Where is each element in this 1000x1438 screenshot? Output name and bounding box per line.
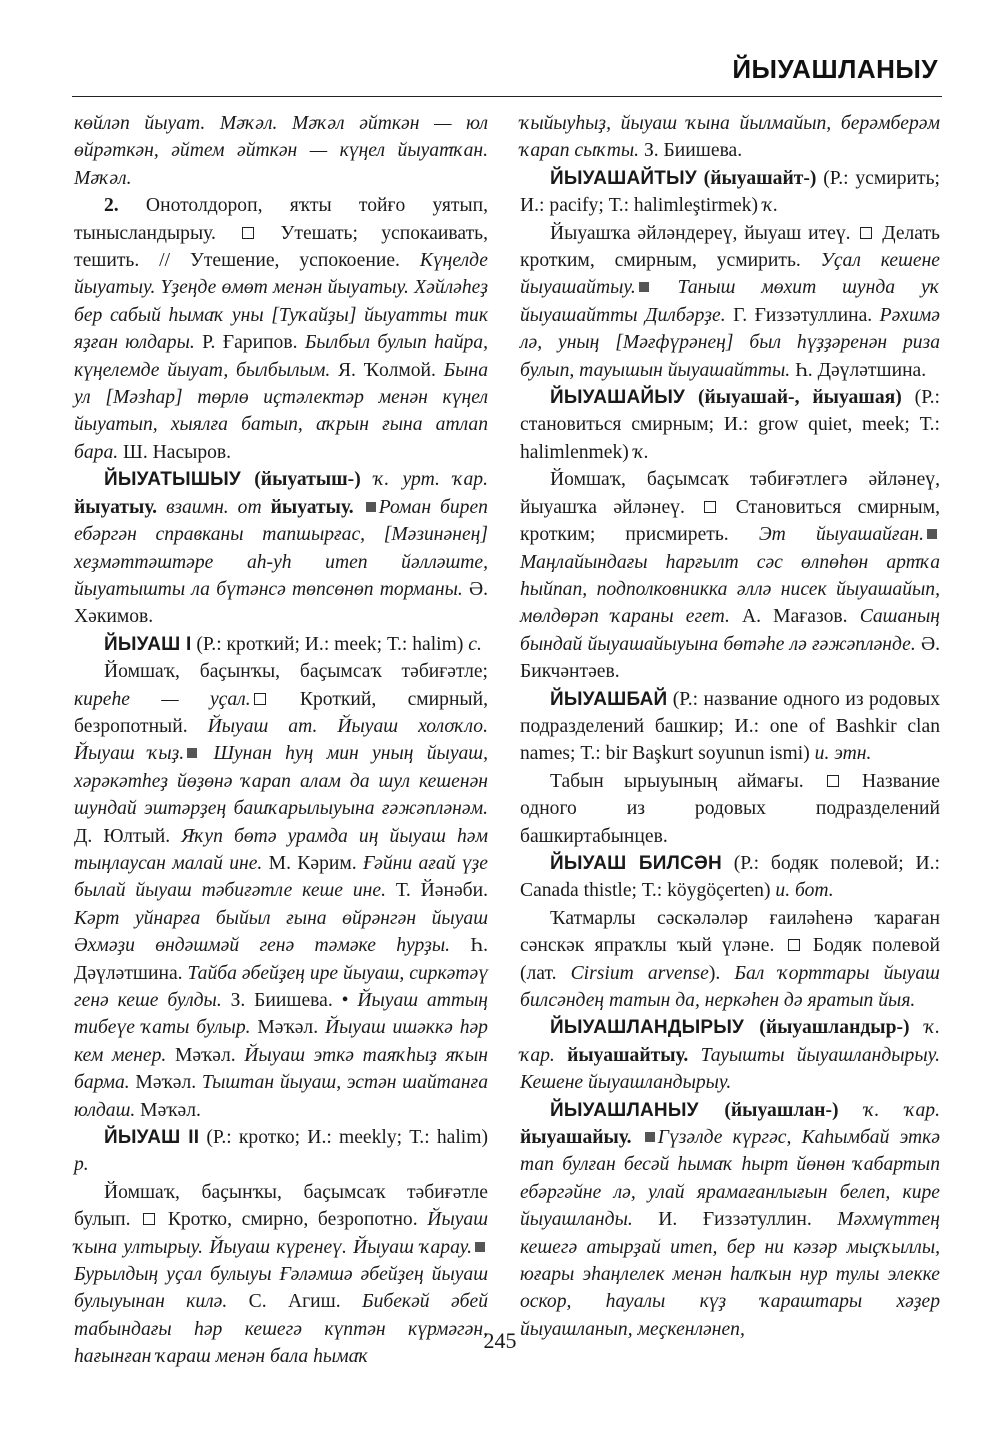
translation-text: Утешать; успокаивать, тешить. // Утешение, успокоение. — [74, 222, 488, 272]
headword: ЙЫУАТЫШЫУ — [104, 469, 241, 491]
headword: ЙЫУАШЛАНЫУ — [550, 1099, 699, 1121]
example-text: Мәхмүттең кешегә атырҙай итеп, бер ни кәзәр мыҫҡыллы, юғары эһаңлелек менән һалҡын нур тулы элекке оскор, һауалы күҙ ҡараштары хәҙер йыуашланып, меҫкенләнеп, — [520, 1209, 940, 1340]
example-text: Таныш мөхит шунда уҡ йыуашайтты Дилбәрҙе. — [520, 277, 940, 326]
example-text: Яҡуп бөтә урамда иң йыуаш һәм тыңлаусан малай ине. — [74, 825, 488, 874]
translation-box-icon — [827, 775, 839, 787]
headword: ЙЫУАШБАЙ — [550, 688, 668, 710]
translation-box-icon — [860, 227, 872, 239]
example-marker-icon — [475, 1242, 485, 1252]
headword-form: (йыуашлан-) — [698, 1099, 865, 1121]
left-column — [74, 110, 488, 1371]
source-text: Д. Юлтый. — [74, 825, 182, 847]
antonym-text: киреһе — уҫал. — [74, 688, 251, 710]
translations: (Р.: бодяк полевой; И.: Canada thistle; Т.: köygöçerten) — [520, 852, 940, 902]
example-text: Маңлайындағы һарғылт сәс өлпөһөн артҡа һыйпап, подполковникка әллә нисек йыуашайып, мөлдөрәп ҡараны егет. — [520, 551, 940, 628]
proverb-text: Тыштан йыуаш, эстән шайтанға юлдаш. — [74, 1072, 488, 1121]
entry-yiuashbai-body — [520, 768, 940, 850]
headword-form: (йыуатыш-) — [240, 469, 375, 491]
source-text: Р. Ғарипов. — [194, 332, 305, 354]
translation-text: Делать кротким, смирным, усмирить. — [520, 222, 940, 272]
translations: (Р.: становиться смирным; И.: grow quiet, meek; Т.: halimlenmek) — [520, 387, 940, 463]
definition-text: Табын ырыуының аймағы. — [550, 770, 824, 792]
headword-form: (йыуашайт-) — [696, 167, 824, 189]
example-marker-icon — [639, 282, 649, 292]
entry-yiuashlanyu — [520, 1097, 940, 1344]
page-number: 245 — [483, 1328, 517, 1353]
definition-text: Йыуашҡа әйләндереү, йыуаш итеү. — [550, 222, 858, 244]
source-text: Я. Ҡолмой. — [330, 359, 444, 381]
sense-number: 2. — [104, 195, 119, 217]
source-text: Мәҡәл. — [250, 1017, 325, 1039]
example-text: Роман биреп ебәргән справканы тапшырғас, [Мәзинәнең] хеҙмәттәштәре аһ-уһ итеп йәлләште, йыуатышты ла бүтәнсә төпсөнөп торманы. — [74, 496, 488, 600]
continued-entry-text — [74, 110, 488, 192]
source-text: Ш. Насыров. — [118, 441, 232, 463]
example-text: Гүзәлде күргәс, Каһымбай эткә тап булған бесәй һымаҡ һырт йөнөн ҡабартып ебәргәйне лә, улай ярамағанлығын белеп, кире йыуашланды. — [520, 1127, 940, 1231]
headword-form: (йыуашай-, йыуашая) — [685, 387, 915, 409]
translation-box-icon — [704, 501, 716, 513]
grammar-label: ҡ. ҡар. — [864, 1099, 940, 1121]
translation-box-icon — [242, 227, 254, 239]
headword: ЙЫУАШАЙЫУ — [550, 387, 686, 409]
entry-yiuashaiyu-body — [520, 466, 940, 685]
part-of-speech: ҡ. — [633, 441, 649, 463]
right-column — [520, 110, 940, 1343]
definition-text: Йомшаҡ, баҫынҡы, баҫымсаҡ тәбиғәтле; — [104, 661, 488, 683]
translation-text: ). — [708, 962, 735, 984]
source-text: А. Мағазов. — [729, 606, 860, 628]
proverb-bullet-icon: • — [341, 990, 349, 1011]
latin-name: Cirsium arvense — [570, 962, 709, 984]
translation-text: Становиться смирным, кротким; присмиреть. — [520, 496, 940, 546]
example-text: Бибекәй әбей табындағы һәр кешегә күптән күрмәгән, һағынған ҡараш менән бала һымаҡ — [74, 1291, 488, 1368]
source-text: Т. Йәнәби. — [385, 880, 488, 902]
example-marker-icon — [927, 529, 937, 539]
example-text: Былбыл булып һайра, күңелемде йыуат, былбылым. — [74, 332, 489, 381]
source-text: И. Ғиззәтуллин. — [632, 1209, 838, 1231]
grammar-label: взаимн. от — [166, 496, 262, 518]
part-of-speech: ҡ. — [762, 195, 779, 217]
part-of-speech: и. бот. — [775, 880, 834, 902]
example-text: Күңелде йыуатыу. Үҙеңде өмөт менән йыуатыу. Хәйләһеҙ бер сабый һымаҡ уны [Туҡайҙы] йыуатты тик яҙған юлдары. — [74, 250, 488, 354]
cross-reference: йыуашайтыу. — [554, 1044, 701, 1066]
proverb-text: Йыуаш эткә таяҡһыҙ яҡын барма. — [74, 1044, 488, 1094]
header-rule — [72, 96, 942, 97]
translations: (Р.: усмирить; И.: pacify; Т.: halimleştirmek) — [520, 167, 940, 217]
cross-reference: йыуатыу. — [74, 496, 167, 518]
entry-yiuashaityu — [520, 165, 940, 220]
entry-yiuatyshyu — [74, 466, 488, 630]
translations: (Р.: кроткий; И.: meek; Т.: halim) — [191, 633, 469, 655]
definition-text: Ҡатмарлы сәскәләләр ғаиләһенә ҡараған сәнскәк япраҡлы ҡый үләне. — [520, 907, 940, 957]
example-text: Бал ҡорттары йыуаш билсәндең татын да, неркәһен дә яратып йыя. — [520, 962, 940, 1011]
example-text: Тауышты йыуашландырыу. Кешене йыуашландырыу. — [520, 1044, 940, 1094]
source-text: З. Биишева. — [221, 990, 342, 1011]
proverb-text: Йыуаш аттың тибеүе ҡаты булыр. — [74, 990, 489, 1039]
example-marker-icon — [645, 1132, 655, 1142]
example-text: ҡыйыуһыҙ, йыуаш ҡына йылмайып, берәмберәм ҡарап сыҡты. — [520, 113, 940, 162]
example-text: Тайба әбейҙең ире йыуаш, сиркәтәү генә кеше булды. — [74, 962, 488, 1011]
translation-box-icon — [254, 693, 266, 705]
source-text: З. Биишева. — [639, 140, 743, 162]
definition-text: Йомшаҡ, баҫынҡы, баҫымсаҡ тәбиғәтле булып. — [74, 1181, 488, 1231]
definition-text: Йомшаҡ, баҫымсаҡ тәбиғәтлегә әйләнеү, йыуашҡа әйләнеү. — [520, 469, 940, 518]
entry-yiuash-1 — [74, 631, 488, 658]
sense-2 — [74, 192, 488, 466]
translation-text: Кротко, смирно, безропотно. — [158, 1209, 428, 1231]
headword: ЙЫУАШ I — [104, 633, 192, 655]
headword: ЙЫУАШАЙТЫУ — [550, 167, 697, 189]
headword: ЙЫУАШ БИЛСӘН — [550, 852, 722, 874]
headword-form: (йыуашландыр-) — [744, 1017, 925, 1039]
source-text: С. Агиш. — [227, 1291, 363, 1313]
entry-yiuash-2 — [74, 1124, 488, 1179]
part-of-speech: с. — [468, 633, 482, 655]
translation-box-icon — [143, 1213, 155, 1225]
example-marker-icon — [187, 748, 197, 758]
grammar-label: ҡ. урт. ҡар. — [374, 469, 488, 491]
translation-box-icon — [788, 939, 800, 951]
entry-yiuash-1-body — [74, 658, 488, 1124]
headword: ЙЫУАШЛАНДЫРЫУ — [550, 1017, 745, 1039]
example-text: Йыуаш ҡына ултырыу. Йыуаш күренеү. Йыуаш ҡарау. — [74, 1209, 489, 1258]
proverb-text: Йыуаш ишәккә һәр кем менер. — [74, 1017, 488, 1066]
example-text: Бурылдың уҫал булыуы Ғәләмшә әбейҙең йыуаш булыуынан килә. — [74, 1264, 488, 1313]
example-text: Шунан һуң мин уның йыуаш, хәрәкәтһеҙ йөҙөнә ҡарап алам да шул кешенән шундай эштәрҙең башҡарылыуына ғәжәпләнәм. — [74, 743, 488, 820]
entry-yiuashaityu-body — [520, 220, 940, 384]
translation-text: Кроткий, смирный, безропотный. — [74, 688, 488, 737]
source-text: Ә. Бикчәнтәев. — [520, 633, 940, 683]
grammar-label: ҡ. ҡар. — [520, 1017, 940, 1066]
entry-yiuashlandyryu — [520, 1014, 940, 1096]
entry-yiuashaiyu — [520, 384, 940, 466]
headword: ЙЫУАШ II — [104, 1127, 200, 1149]
source-text: Мәҡәл. — [135, 1099, 201, 1121]
entry-yiuash-bilsen — [520, 850, 940, 905]
example-text: Ғәйни ағай үҙе былай йыуаш тәбиғәтле кеше ине. — [74, 852, 488, 902]
part-of-speech: и. этн. — [814, 743, 872, 765]
source-text: М. Кәрим. — [262, 852, 363, 874]
entry-yiuash-bilsen-body — [520, 905, 940, 1015]
continued-entry-text — [520, 110, 940, 165]
translation-text: Бодяк полевой (лат. — [520, 935, 940, 984]
example-text: Йыуаш ат. Йыуаш холоҡло. Йыуаш ҡыҙ. — [74, 715, 488, 765]
source-text: Ә. Хәкимов. — [74, 578, 488, 628]
source-text: Г. Ғиззәтуллина. — [725, 304, 880, 326]
source-text: Һ. Дәүләтшина. — [74, 935, 488, 984]
cross-reference: йыуашайыу. — [520, 1127, 642, 1149]
running-head: ЙЫУАШЛАНЫУ — [732, 54, 938, 84]
cross-reference: йыуатыу. — [261, 496, 363, 518]
definition-text: Онотолдороп, яҡты тойғо уятып, тынысландырыу. — [74, 195, 488, 244]
example-marker-icon — [366, 502, 376, 512]
example-text: Рәхимә лә, уның [Мәғфүрәнең] был һүҙҙәренән риза булып, тауышын йыуашайтты. — [520, 304, 941, 381]
translations: (Р.: кротко; И.: meekly; Т.: halim) — [199, 1127, 488, 1149]
example-text: Эт йыуашайған. — [758, 524, 924, 546]
translation-text: Название одного из родовых подразделений башкиртабынцев. — [520, 770, 940, 847]
example-text: Кәрт уйнарға быйыл ғына өйрәнгән йыуаш Әхмәҙи өндәшмәй генә тәмәке һурҙы. — [74, 907, 488, 957]
example-text: Уҫал кешене йыуашайтыу. — [520, 250, 940, 299]
source-text: Мәҡәл. — [129, 1072, 202, 1094]
example-text: Сашаның бындай йыуашайыуына бөтәһе лә ғәжәпләнде. — [520, 606, 940, 655]
entry-yiuashbai — [520, 686, 940, 768]
part-of-speech: р. — [74, 1154, 89, 1176]
source-text: Һ. Дәүләтшина. — [790, 359, 927, 381]
example-text: көйләп йыуат. Мәҡәл. Мәҡәл әйткән — юл өйрәткән, әйтем әйткән — күңел йыуатҡан. Мәҡәл. — [74, 113, 488, 189]
source-text: Мәҡәл. — [166, 1044, 245, 1066]
translations: (Р.: название одного из родовых подразделений башкир; И.: one of Bashkir clan names; Т.: bir Başkurt soyunun ismi) — [520, 688, 940, 765]
example-text: Бына ул [Мәзһар] төрлө иҫтәлектәр менән күңел йыуатып, хыялға батып, аҡрын ғына атлап бара. — [74, 359, 488, 463]
